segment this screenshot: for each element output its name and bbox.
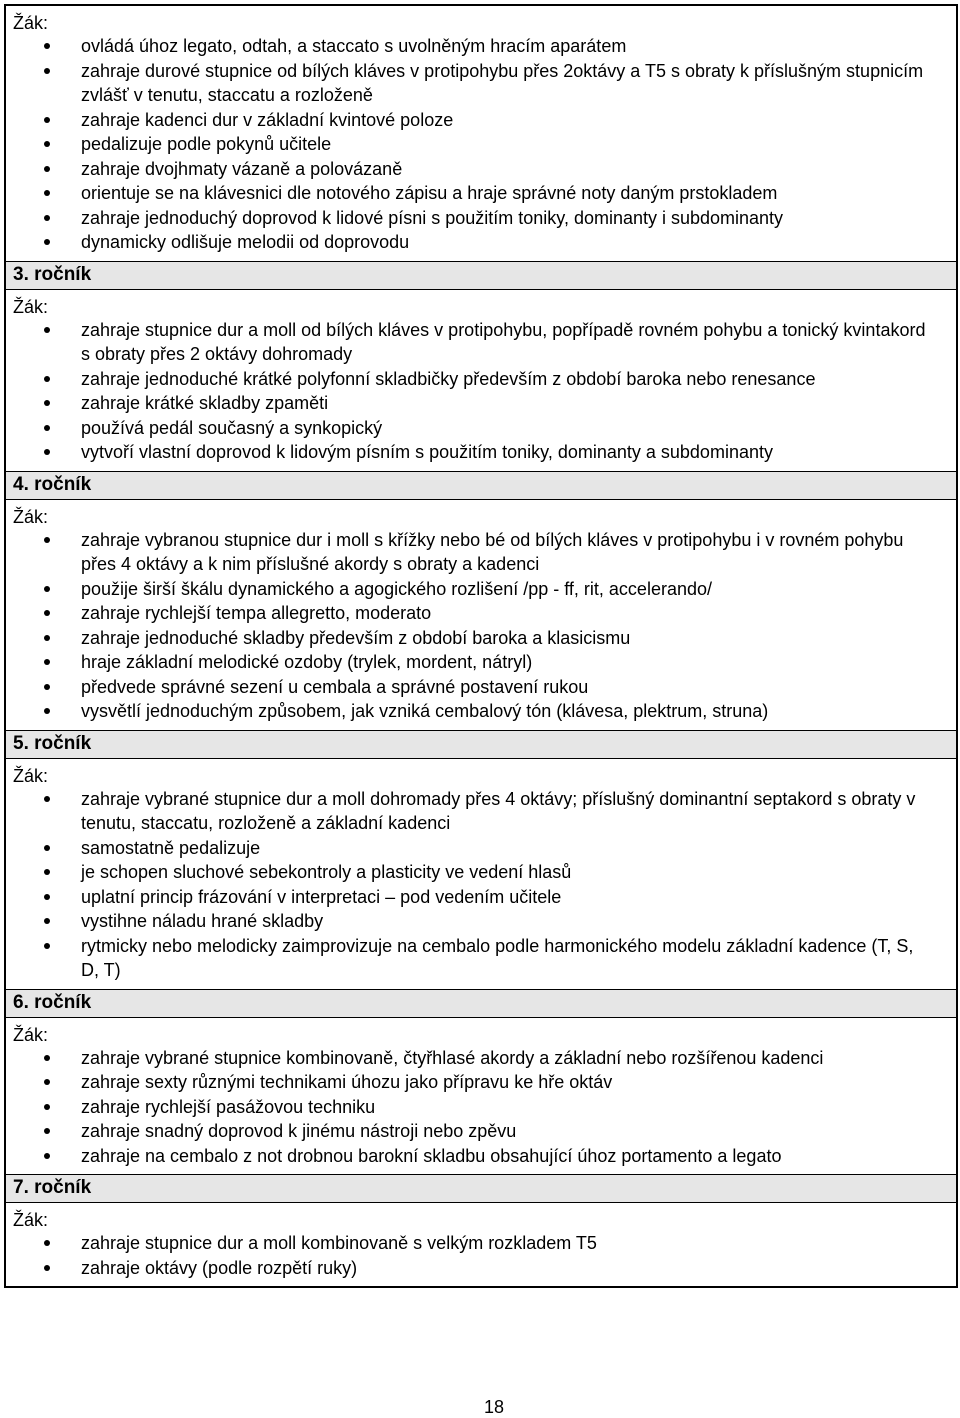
curriculum-table (4, 4, 958, 1288)
outcome-item: zahraje rychlejší tempa allegretto, moderato (81, 601, 936, 626)
student-label: Žák: (13, 296, 49, 317)
grade-heading: 4. ročník (6, 472, 956, 500)
outcome-item: rytmicky nebo melodicky zaimprovizuje na cembalo podle harmonického modelu základní kadence (T, S, D, T) (81, 934, 936, 983)
outcome-item: zahraje vybrané stupnice kombinovaně, čtyřhlasé akordy a základní nebo rozšířenou kadenci (81, 1046, 936, 1071)
outcome-item: zahraje vybrané stupnice dur a moll dohromady přes 4 oktávy; příslušný dominantní septakord s obraty v tenutu, staccatu, rozloženě a základní kadenci (81, 787, 936, 836)
student-label: Žák: (13, 506, 49, 527)
outcome-item: zahraje jednoduché skladby především z období baroka a klasicismu (81, 626, 936, 651)
grade-section (6, 759, 956, 990)
outcome-list (6, 1046, 956, 1175)
outcome-item: zahraje kadenci dur v základní kvintové poloze (81, 108, 936, 133)
grade-heading: 5. ročník (6, 731, 956, 759)
outcome-item: pedalizuje podle pokynů učitele (81, 132, 936, 157)
outcome-item: zahraje stupnice dur a moll od bílých kláves v protipohybu, popřípadě rovném pohybu a tonický kvintakord s obraty přes 2 oktávy dohromady (81, 318, 936, 367)
outcome-item: samostatně pedalizuje (81, 836, 936, 861)
outcome-item: zahraje krátké skladby zpaměti (81, 391, 936, 416)
outcome-item: zahraje vybranou stupnice dur i moll s křížky nebo bé od bílých kláves v protipohybu i v rovném pohybu přes 4 oktávy a k nim příslušné akordy s obraty a kadenci (81, 528, 936, 577)
outcome-item: zahraje sexty různými technikami úhozu jako přípravu ke hře oktáv (81, 1070, 936, 1095)
student-label: Žák: (13, 13, 49, 33)
outcome-item: zahraje jednoduchý doprovod k lidové písni s použitím toniky, dominanty i subdominanty (81, 206, 936, 231)
outcome-item: vysvětlí jednoduchým způsobem, jak vzniká cembalový tón (klávesa, plektrum, struna) (81, 699, 936, 724)
outcome-list (6, 1231, 956, 1286)
outcome-item: hraje základní melodické ozdoby (trylek, mordent, nátryl) (81, 650, 936, 675)
outcome-list (6, 787, 956, 989)
outcome-item: zahraje oktávy (podle rozpětí ruky) (81, 1256, 936, 1281)
outcome-item: je schopen sluchové sebekontroly a plasticity ve vedení hlasů (81, 860, 936, 885)
student-label: Žák: (13, 1210, 49, 1230)
outcome-item: ovládá úhoz legato, odtah, a staccato s uvolněným hracím aparátem (81, 34, 936, 59)
outcome-item: uplatní princip frázování v interpretaci – pod vedením učitele (81, 885, 936, 910)
outcome-item: zahraje stupnice dur a moll kombinovaně s velkým rozkladem T5 (81, 1231, 936, 1256)
student-label: Žák: (13, 1024, 49, 1045)
grade-section (6, 6, 956, 262)
grade-heading: 6. ročník (6, 990, 956, 1018)
outcome-item: orientuje se na klávesnici dle notového zápisu a hraje správné noty daným prstokladem (81, 181, 936, 206)
outcome-list (6, 528, 956, 730)
outcome-item: zahraje snadný doprovod k jinému nástroji nebo zpěvu (81, 1119, 936, 1144)
outcome-item: předvede správné sezení u cembala a správné postavení rukou (81, 675, 936, 700)
outcome-item: zahraje na cembalo z not drobnou barokní skladbu obsahující úhoz portamento a legato (81, 1144, 936, 1169)
student-label: Žák: (13, 765, 49, 786)
grade-heading: 3. ročník (6, 262, 956, 290)
outcome-item: zahraje dvojhmaty vázaně a polovázaně (81, 157, 936, 182)
outcome-item: zahraje rychlejší pasážovou techniku (81, 1095, 936, 1120)
outcome-item: použije širší škálu dynamického a agogického rozlišení /pp - ff, rit, accelerando/ (81, 577, 936, 602)
grade-section (6, 1203, 956, 1286)
outcome-item: používá pedál současný a synkopický (81, 416, 936, 441)
outcome-item: vytvoří vlastní doprovod k lidovým písním s použitím toniky, dominanty a subdominanty (81, 440, 936, 465)
outcome-list (6, 318, 956, 471)
grade-section (6, 1018, 956, 1176)
outcome-item: zahraje durové stupnice od bílých kláves v protipohybu přes 2oktávy a T5 s obraty k příslušným stupnicím zvlášť v tenutu, staccatu a rozloženě (81, 59, 936, 108)
grade-section (6, 500, 956, 731)
outcome-list (6, 34, 956, 261)
outcome-item: vystihne náladu hrané skladby (81, 909, 936, 934)
outcome-item: zahraje jednoduché krátké polyfonní skladbičky především z období baroka nebo renesance (81, 367, 936, 392)
grade-heading: 7. ročník (6, 1175, 956, 1203)
grade-section (6, 290, 956, 472)
outcome-item: dynamicky odlišuje melodii od doprovodu (81, 230, 936, 255)
page-number: 18 (483, 1397, 505, 1417)
